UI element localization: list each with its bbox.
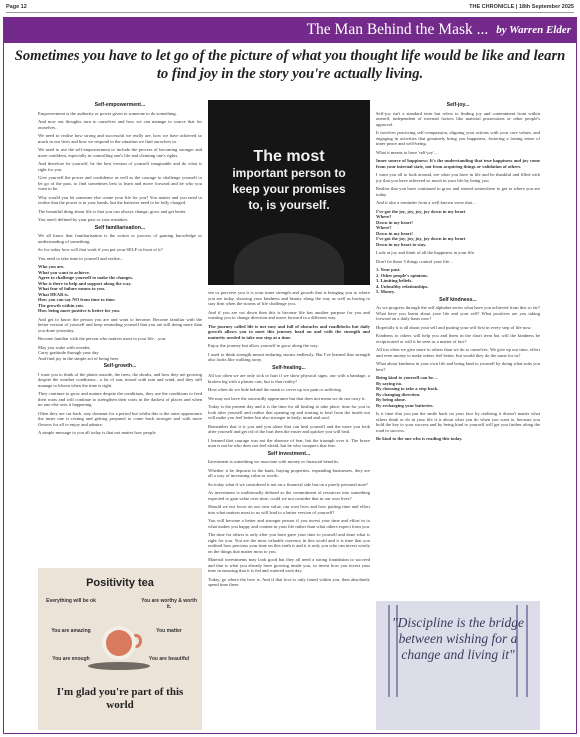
paragraph: As we progress through the self alphabet series what have you achieved from this so far? What have you learnt about your life and your self? What positives are you taking forward on a daily basis now? [376, 305, 540, 321]
paragraph: And get to know the person you are and want to become. Become familiar with the better version of yourself and keep reminding yourself that you are still doing more than you done yesterday. [38, 316, 202, 333]
poster-affirmation: Everything will be ok [46, 598, 96, 604]
paragraph: A simple message to you all today is that not matter how people [38, 430, 156, 435]
banner-title: The Man Behind the Mask ... [306, 21, 489, 38]
paragraph: We need to use the self-empowerment to include the process of becoming stronger and more confident, especially in controlling one's life and claiming one's rights. [38, 147, 202, 158]
paragraph: Empowerment is the authority or power given to someone to do something. [38, 110, 177, 116]
paragraph: Realise that you have continued to grow and started somewhere to get to where you are today. [376, 186, 540, 197]
list-item: Being kind to yourself can be… [376, 375, 438, 380]
paragraph: So today what if we considered it not on a financial side but on a purely personal note? [208, 481, 368, 487]
poster-affirmation: You are enough [52, 656, 90, 662]
list-item: How being more positive is better for you. [38, 308, 120, 313]
list-item: What you want to achieve. [38, 269, 90, 275]
paragraph: Investment is something we associate with money or financial benefits. [208, 459, 340, 464]
paragraph: I learned that courage was not the absence of fear, but the triumph over it. The brave man is not he who does not feel afraid, but he who conquers that fear. [208, 437, 370, 448]
paragraph: I want you all to look around, see what you have in life and be thankful and filled with joy that you have achieved so much in your life by being you. [376, 172, 540, 183]
paragraph: Look at joy and think of all the happiness in your life. [376, 250, 476, 255]
poster-affirmation: You matter [156, 628, 182, 634]
paragraph: And therefore be yourself, be the best version of yourself imaginable and do what is right for you. [38, 161, 202, 172]
bullet-list [38, 264, 202, 314]
paragraph: We need to realise how strong and successful we really are, how we have achieved so much in our lives and how we respond to the situation we find ourselves in. [38, 133, 202, 144]
paragraph: And if you are cut down then this is become life has another purpose for you and wanting you to change direction and move forward in a different way. [208, 309, 370, 320]
paragraph: And now out thoughts turn to ourselves and how we can manage to source that for ourselves. [38, 119, 202, 130]
paragraph: Whether it be deposits in the bank, buying properties, expanding businesses, they are all a way of increasing value or worth. [208, 467, 370, 478]
discipline-quote-box [376, 601, 540, 730]
paragraph: see or perceive you it is your inner strength and growth that is bringing you to where you are today, showing your kindness and beauty along the way as well as having to stay firm when the storms of life challenge you. [208, 290, 370, 306]
poster-title: Positivity tea [86, 577, 154, 589]
list-item: By saying no. [376, 380, 403, 386]
paragraph: Today is the present day and it is the time for all healing to take place, time for you to look after yourself and realise that opening up and starting to heal from the inside out will make you feel better but also stronger in body, mind and soul. [208, 404, 370, 420]
poster-affirmation: You are beautiful [148, 656, 190, 662]
photo-quote-line: important person to [232, 165, 346, 180]
paragraph: How often do we hide behind the mask to cover up our pain or suffering. [208, 387, 342, 392]
list-item: By choosing to take a step back. [376, 386, 439, 391]
paragraph: They continue to grow and mature despite the conditions, they use the conditions to feed their roots and will continue to strengthen their roots in the darkest of places and when no one else sees it happening. [38, 391, 202, 407]
list-item: By recharging your batteries. [376, 402, 434, 408]
list-item: 5. Money. [376, 289, 396, 294]
positivity-tea-poster [38, 568, 202, 730]
section-heading: Self familiarisation... [94, 224, 146, 231]
section-banner [3, 17, 577, 43]
paragraph: Should we not focus on our own value, our own lives and how putting time and effort into what matters most to us will lead to a better version of yourself? [208, 504, 370, 515]
paragraph: Today, go where the love is. And if that love is only found within you, then absolutely spend time there. [208, 576, 370, 587]
column-right [376, 100, 540, 595]
paragraph: Give yourself the power and confidence as well as the courage to challenge yourself to let go of the past, to find sometimes best to learn and move forward and be who you want to be. [38, 175, 202, 191]
paragraph: The journey called life is not easy and full of obstacles and roadblocks but daily growth allows you to meet this journey head on and with the strength and maturity needed to take one step at a time. [208, 323, 370, 340]
masthead: THE CHRONICLE | 18th September 2025 [469, 4, 574, 10]
section-heading: Self-empowerment... [94, 102, 146, 108]
column-left [38, 100, 202, 568]
verse-line: And find joy in the simple act of being here. [38, 355, 120, 361]
list-item: Agree to challenge yourself to make the changes. [38, 275, 134, 280]
bullet-list [376, 375, 540, 408]
list-item: By being alone. [376, 397, 406, 402]
list-item: 3. Limiting beliefs. [376, 278, 413, 283]
lyric-line: Where? [376, 225, 392, 230]
page-header [0, 0, 580, 14]
photo-quote-line: The most [253, 147, 325, 165]
paragraph: The beautiful thing about life is that you can always change, grow and get better. [38, 208, 187, 214]
numbered-list [376, 267, 540, 295]
song-lyrics [376, 209, 540, 248]
poster-tagline: I'm glad you're part of this world [56, 686, 184, 711]
teacup-icon [102, 626, 136, 660]
paragraph: Inner source of happiness: It's the understanding that true happiness and joy come from your internal state, not from acquiring things or validation of others. [376, 158, 540, 169]
lyric-line: I've got the joy, joy, joy, joy down in my heart [376, 208, 466, 214]
paragraph: Often they are cut back, stay dormant for a period but whilst this is the outer appearance the inner one is resting and getting prepared to come back stronger and with more flowers for all to enjoy and admire. [38, 410, 202, 427]
paragraph: Don't let these 5 things control your life… [376, 258, 454, 264]
headline: Sometimes you have to let go of the picture of what you thought life would be like and learn to find joy in the story you're actually living. [14, 48, 566, 82]
paragraph: Hopefully it is all about your self and putting your self first in every step of life now. [376, 324, 532, 330]
paragraph: And it also a reminder from a well known verse that… [376, 200, 477, 205]
paragraph: I want you to think of the plants outside, the trees, the shrubs, and how they are growing despite the weather conditions…a lot of sun, mixed with rain and wind, and they still manage to bloom when the time is right. [38, 371, 202, 388]
column-middle [208, 290, 370, 730]
list-item: By changing direction. [376, 391, 421, 397]
list-item: What fear of failure means to you. [38, 286, 106, 291]
paragraph: Be kind to the one who is reading this today. [376, 436, 463, 441]
saucer-icon [88, 662, 150, 670]
photo-quote-line: to, is yourself. [248, 197, 330, 212]
list-item: The growth within you. [38, 302, 84, 308]
paragraph: So for today how will that work if you put your SELF in front of it? [38, 247, 163, 252]
section-heading: Self-joy... [446, 102, 470, 108]
lyric-line: Down in my heart! [376, 219, 413, 225]
lyric-line: Down in my heart to stay. [376, 241, 427, 247]
paragraph: Why would you let someone else create your life for you? You matter and you need to realise that the power is in your hands, but the batteries need to be fully charged. [38, 194, 202, 205]
section-heading: Self-healing... [272, 364, 306, 371]
paragraph: All too often we give more to others than we do to ourselves. We give up our time, effort and even money to make others feel better, but would they do the same for us? [376, 347, 540, 358]
paragraph: Become familiar with the person who matters most in your life…you. [38, 336, 167, 341]
verse-line: Carry gratitude through your day [38, 350, 99, 355]
discipline-quote: "Discipline is the bridge between wishing for a change and living it" [391, 615, 525, 662]
list-item: 4. Unhealthy relationships. [376, 283, 429, 289]
paragraph: Remember that it is you and you alone that can heal yourself and the more you look after yourself and get rid of the hurt then the easier and quicker you will heal. [208, 423, 370, 434]
quote-photo [208, 100, 370, 285]
paragraph: All too often we are only sick or hurt if we show physical signs, our with a bandage, a broken leg with a plaster cast, but is that reality? [208, 373, 370, 384]
lyric-line: Where? [376, 214, 392, 219]
poster-affirmation: You are worthy & worth it. [141, 598, 197, 610]
list-item: Who you are. [38, 264, 65, 269]
paragraph: We all know that familiarisation is the action or process of gaining knowledge or understanding of something. [38, 233, 202, 244]
paragraph: Material investments may look good but they all need a strong foundation to succeed and that is what you already have growing inside you, so invest how you invest your time in ensuring that it is fed and watered each day. [208, 557, 370, 573]
verse-line: May you wake with wonder, [38, 344, 91, 350]
section-heading: Self investment... [267, 450, 311, 457]
paragraph: We may not have the outwardly appearance but that does not mean we do not carry it. [208, 395, 366, 401]
hand-silhouette [234, 233, 344, 285]
section-heading: Self-growth... [103, 363, 137, 369]
paragraph: As investment is traditionally defined as the commitment of resources into something expected to gain value over time, could we not consider that in our own lives? [208, 490, 370, 501]
banner-byline: by Warren Elder [496, 24, 571, 36]
paragraph: It involves practicing self-compassion, aligning your actions with your core values, and engaging in activities that genuinely bring you happiness, fostering a lasting sense of inner peace and well-being. [376, 130, 540, 146]
list-item: What HEAR is. [38, 291, 69, 297]
list-item: Who is there to help and support along the way. [38, 280, 132, 286]
paragraph: You will become a better and stronger person if you invest your time and effort in to what makes you happy and content in your life rather than what others expect from you. [208, 518, 370, 529]
list-item: How you can say NO from time to time. [38, 297, 116, 302]
paragraph: I used to think strength meant enduring storms endlessly. But I've learned that strength also looks like walking away. [208, 351, 370, 362]
lyric-line: I've got the joy, joy, joy, joy down in my heart [376, 236, 466, 241]
paragraph: The time for others is only after you have gave your time to yourself and done what is right for you. You are the most valuable currency in this world and it is time that you realised how precious your time on this earth is and it is only you who can invest wisely on the things that matter most to you. [208, 532, 370, 554]
paragraph: You need to take time to yourself and realise... [38, 255, 124, 261]
paragraph: Is it time that you put the smile back on your face by realising it doesn't matter what others think or do in your life it is about what you do when you want to, because you hold the key to your success and by being kind to yourself will get you further along the road to success. [376, 411, 540, 433]
section-heading: Self kindness... [439, 296, 477, 303]
paragraph: What it means to have 'self-joy'… [376, 149, 439, 155]
page-number: Page 12 [6, 4, 27, 10]
paragraph: Self-joy isn't a standard term but refers to finding joy and contentment from within oneself, independent of external factors like material possessions or other people's approval. [376, 110, 540, 127]
paragraph: Enjoy the journey but allow yourself to grow along the way. [208, 343, 319, 348]
lyric-line: Down in my heart! [376, 230, 413, 236]
paragraph: You aren't defined by your past or your mistakes. [38, 217, 129, 222]
photo-quote-line: keep your promises [232, 181, 346, 196]
header-rule [6, 12, 574, 13]
paragraph: What about kindness in your own life and being kind to yourself by doing what suits you best? [376, 361, 540, 372]
photo-quote [232, 149, 345, 213]
poster-affirmation: You are amazing [51, 628, 91, 634]
paragraph: Kindness to others will help you and them in the short term but will the kindness be reciprocated or will it be seen as a matter of fact? [376, 333, 540, 344]
list-item: 2. Other people's opinions. [376, 272, 429, 278]
list-item: 1. Your past. [376, 267, 401, 272]
